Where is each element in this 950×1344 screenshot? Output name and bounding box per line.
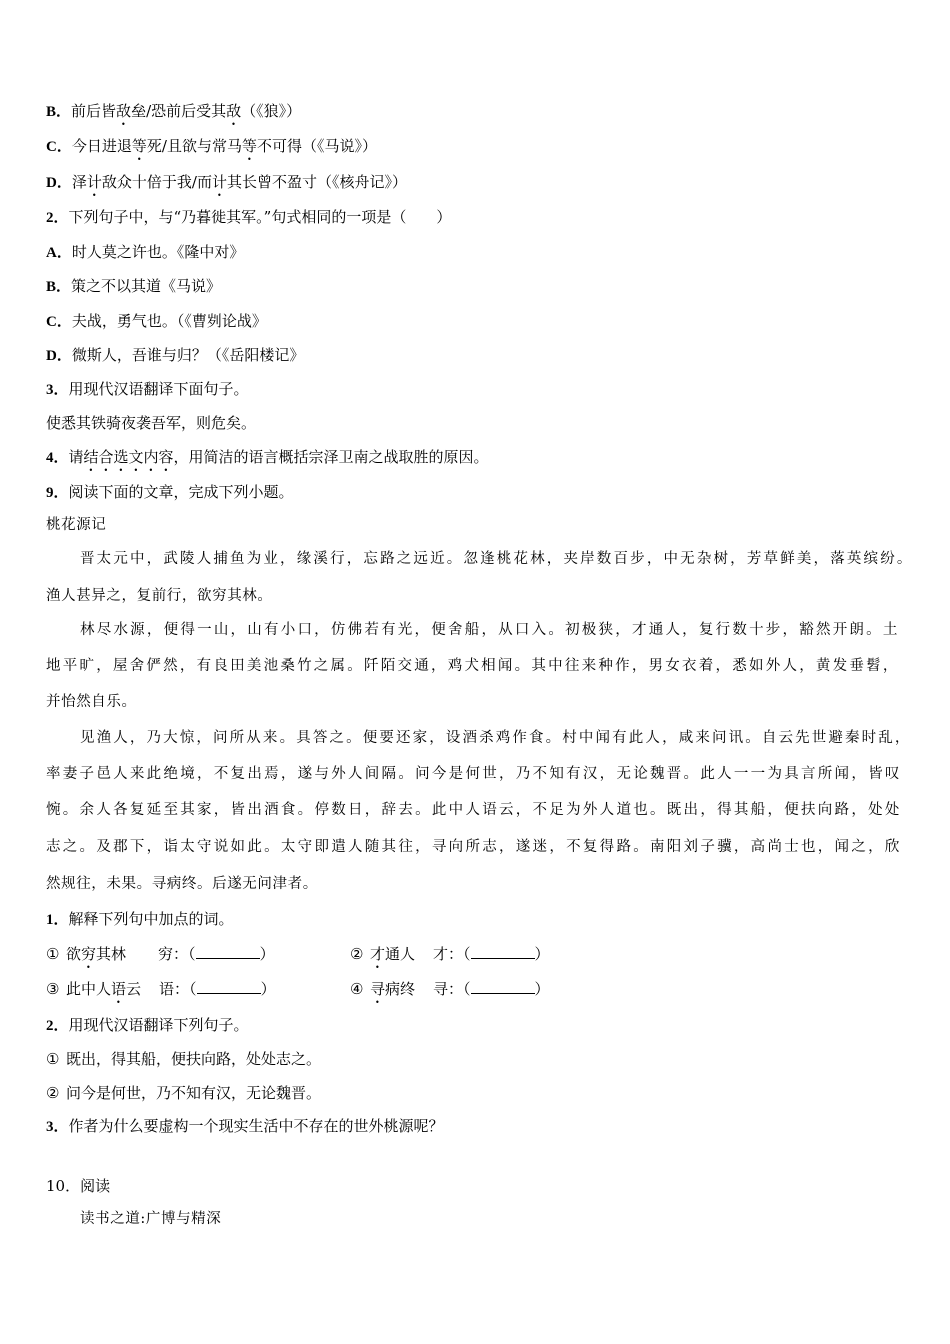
- answer-blank[interactable]: [471, 981, 535, 994]
- passage-line: 渔人甚异之，复前行，欲穷其林。: [46, 588, 273, 604]
- q1-option-d: D．泽计敌众十倍于我/而计其长曾不盈寸（《核舟记》）: [46, 173, 407, 191]
- passage-line: 率妻子邑人来此绝境，不复出焉，遂与外人间隔。问今是何世，乃不知有汉，无论魏晋。此人一一为具言所闻，皆叹: [46, 766, 900, 782]
- q10-stem: 10．阅读: [46, 1177, 111, 1195]
- q9-stem: 9．阅读下面的文章，完成下列小题。: [46, 483, 294, 501]
- passage-line: 惋。余人各复延至其家，皆出酒食。停数日，辞去。此中人语云，不足为外人道也。既出，得其船，便扶向路，处处: [46, 802, 900, 818]
- dotted-word: 等: [131, 137, 147, 155]
- dotted-word: 敌: [226, 102, 242, 120]
- passage-line: 地平旷，屋舍俨然，有良田美池桑竹之属。阡陌交通，鸡犬相闻。其中往来种作，男女衣着，悉如外人，黄发垂髫，: [46, 658, 898, 674]
- q10-subtitle: 读书之道:广博与精深: [80, 1211, 222, 1227]
- dotted-word: 才: [370, 945, 386, 963]
- q3-stem: 3．用现代汉语翻译下面句子。: [46, 380, 249, 398]
- q9-sub3-stem: 3．作者为什么要虚构一个现实生活中不存在的世外桃源呢？: [46, 1117, 444, 1135]
- answer-blank[interactable]: [471, 946, 535, 959]
- passage-title: 桃花源记: [46, 517, 107, 533]
- dotted-word: 敌: [116, 102, 132, 120]
- q2-stem: 2．下列句子中，与“乃暮徙其军。”句式相同的一项是（ ）: [46, 208, 452, 226]
- q3-sentence: 使悉其铁骑夜袭吾军，则危矣。: [46, 414, 257, 432]
- dotted-word: 等: [241, 137, 257, 155]
- dotted-word: 穷: [81, 945, 97, 963]
- q9-sub2-stem: 2．用现代汉语翻译下列句子。: [46, 1016, 249, 1034]
- passage-line: 晋太元中，武陵人捕鱼为业，缘溪行，忘路之远近。忽逢桃花林，夹岸数百步，中无杂树，芳草鲜美，落英缤纷。: [80, 551, 912, 567]
- passage-line: 志之。及郡下，诣太守说如此。太守即遣人随其往，寻向所志，遂迷，不复得路。南阳刘子骥，高尚士也，闻之，欣: [46, 839, 900, 855]
- q9-sub1-item-4: ④ 寻病终 寻：（ ）: [350, 980, 550, 998]
- q9-sub1-item-2: ② 才通人 才：（ ）: [350, 945, 550, 963]
- q9-sub2-item-1: ① 既出，得其船，便扶向路，处处志之。: [46, 1050, 322, 1068]
- q2-option-d: D．微斯人，吾谁与归？（《岳阳楼记》: [46, 346, 305, 364]
- dotted-word: 寻: [370, 980, 386, 998]
- passage-line: 见渔人，乃大惊，问所从来。具答之。便要还家，设酒杀鸡作食。村中闻有此人，咸来问讯。自云先世避秦时乱，: [80, 730, 910, 746]
- q1-option-b: B．前后皆敌垒/恐前后受其敌（《狼》）: [46, 102, 302, 120]
- q9-sub1-item-1: ① 欲穷其林 穷：（ ）: [46, 945, 275, 963]
- passage-line: 林尽水源，便得一山，山有小口，仿佛若有光，便舍船，从口入。初极狭，才通人，复行数十步，豁然开朗。土: [80, 622, 898, 638]
- q1-option-c: C．今日进退等死/且欲与常马等不可得（《马说》）: [46, 137, 377, 155]
- passage-line: 并怡然自乐。: [46, 694, 137, 710]
- answer-blank[interactable]: [196, 946, 260, 959]
- q9-sub2-item-2: ② 问今是何世，乃不知有汉，无论魏晋。: [46, 1084, 322, 1102]
- q2-option-a: A．时人莫之许也。《隆中对》: [46, 243, 245, 261]
- q2-option-c: C．夫战，勇气也。（《曹刿论战》: [46, 312, 267, 330]
- passage-line: 然规往，未果。寻病终。后遂无问津者。: [46, 876, 318, 892]
- dotted-word: 计: [211, 173, 227, 191]
- dotted-word: 语: [111, 980, 127, 998]
- q9-sub1-stem: 1．解释下列句中加点的词。: [46, 910, 234, 928]
- q9-sub1-item-3: ③ 此中人语云 语：（ ）: [46, 980, 276, 998]
- answer-blank[interactable]: [197, 981, 261, 994]
- q2-option-b: B．策之不以其道《马说》: [46, 277, 222, 295]
- q4-stem: 4．请结合选文内容，用简洁的语言概括宗泽卫南之战取胜的原因。: [46, 448, 489, 466]
- dotted-word: 结合选文内容: [83, 448, 174, 466]
- dotted-word: 计: [86, 173, 102, 191]
